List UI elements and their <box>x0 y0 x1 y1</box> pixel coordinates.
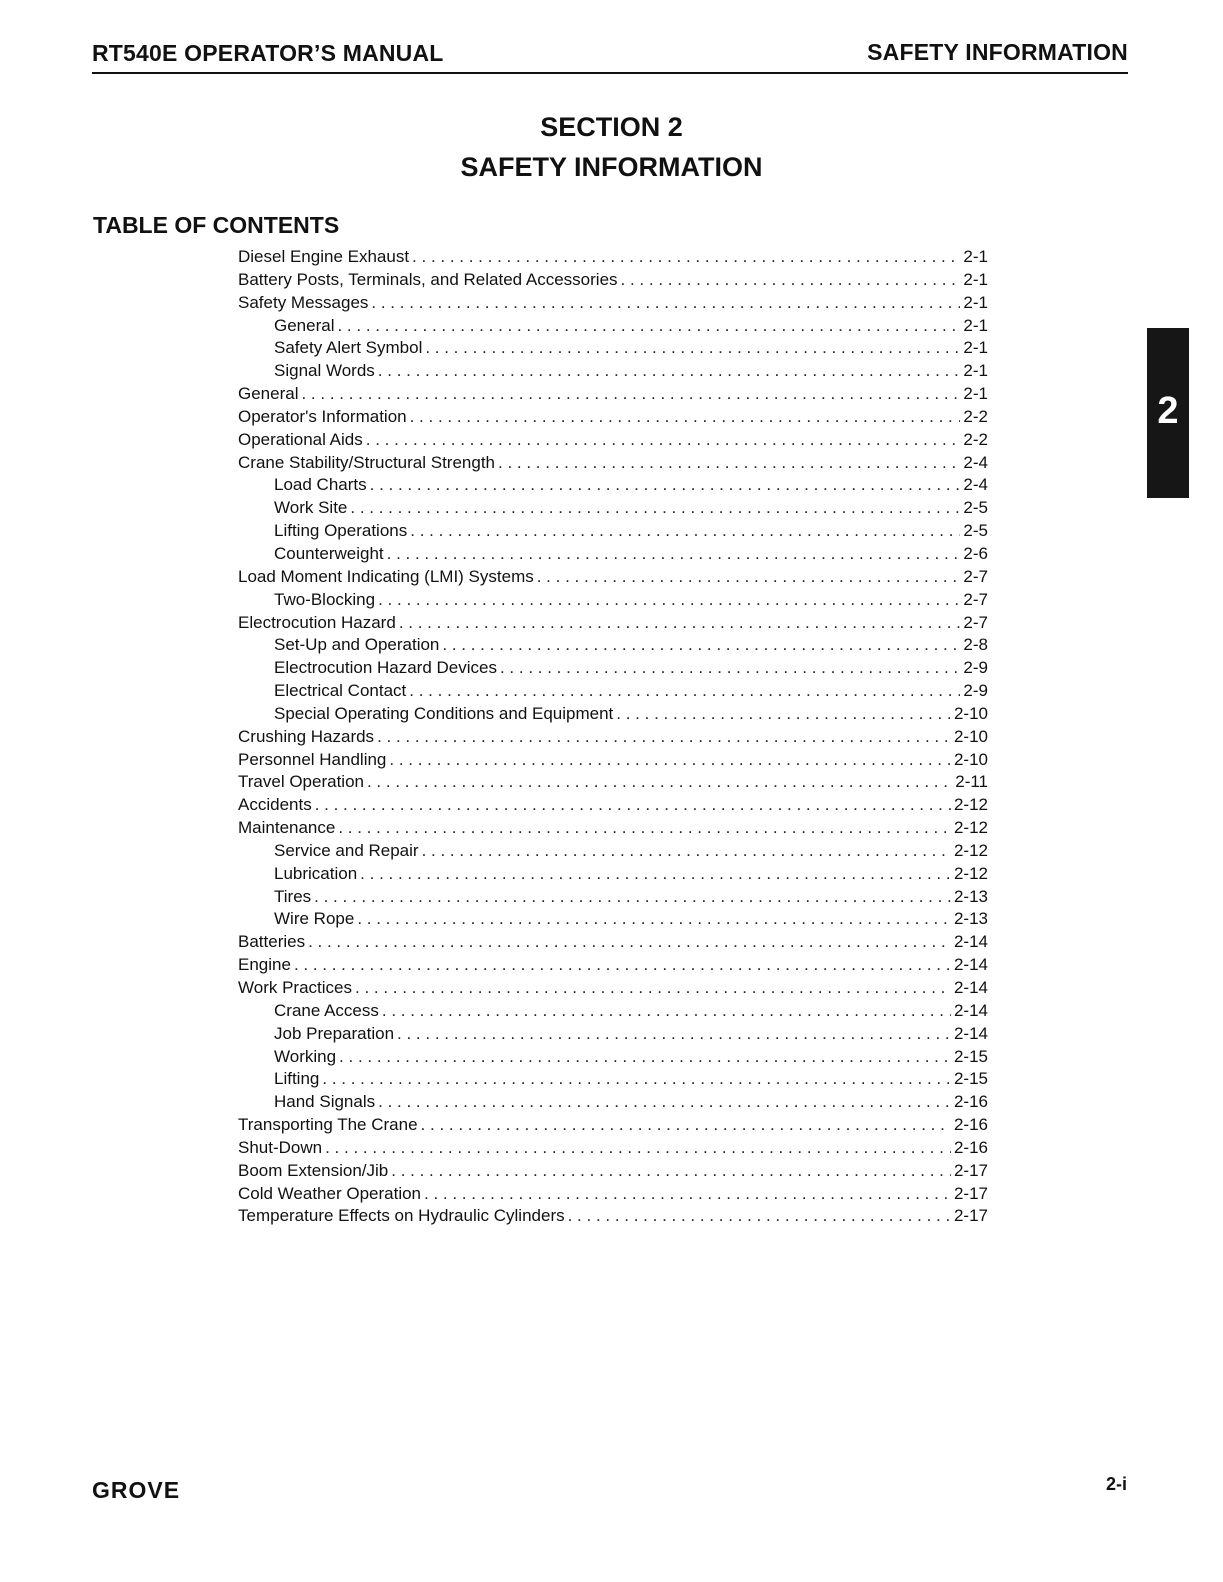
toc-dot-leader <box>442 634 960 657</box>
toc-dot-leader <box>378 360 961 383</box>
section-thumb-tab <box>1147 328 1189 498</box>
toc-entry[interactable] <box>238 908 988 931</box>
toc-dot-leader <box>378 1091 951 1114</box>
toc-entry[interactable] <box>238 360 988 383</box>
toc-entry-page: 2-17 <box>953 1160 988 1180</box>
toc-dot-leader <box>339 1046 951 1069</box>
toc-entry-label: Accidents <box>238 795 312 815</box>
toc-entry-label: Maintenance <box>238 818 336 838</box>
manual-title: RT540E OPERATOR’S MANUAL <box>92 40 444 66</box>
toc-entry-page: 2-1 <box>963 292 988 312</box>
toc-dot-leader <box>568 1205 951 1228</box>
toc-dot-leader <box>425 337 960 360</box>
toc-entry[interactable] <box>238 1046 988 1069</box>
toc-entry[interactable] <box>238 520 988 543</box>
toc-dot-leader <box>537 566 961 589</box>
toc-entry-label: Job Preparation <box>274 1023 395 1043</box>
toc-dot-leader <box>366 429 961 452</box>
toc-entry-page: 2-8 <box>963 635 988 655</box>
toc-dot-leader <box>294 954 951 977</box>
grove-logo: GROVE <box>92 1477 181 1503</box>
toc-entry-label: Load Moment Indicating (LMI) Systems <box>238 566 534 586</box>
toc-entry-label: Cold Weather Operation <box>238 1183 422 1203</box>
toc-entry-label: Two-Blocking <box>274 589 376 609</box>
toc-entry-page: 2-1 <box>963 315 988 335</box>
toc-entry-page: 2-5 <box>963 521 988 541</box>
toc-dot-leader <box>308 931 951 954</box>
toc-entry-label: Work Site <box>274 498 348 518</box>
toc-entry-page: 2-7 <box>963 589 988 609</box>
toc-entry-page: 2-10 <box>953 703 988 723</box>
toc-dot-leader <box>315 794 951 817</box>
toc-entry-page: 2-13 <box>953 886 988 906</box>
toc-dot-leader <box>382 1000 951 1023</box>
toc-entry[interactable] <box>238 771 988 794</box>
toc-entry-page: 2-7 <box>963 566 988 586</box>
toc-entry-page: 2-14 <box>953 1000 988 1020</box>
toc-entry-page: 2-2 <box>963 406 988 426</box>
toc-entry[interactable] <box>238 543 988 566</box>
toc-dot-leader <box>378 589 960 612</box>
toc-entry-page: 2-13 <box>953 909 988 929</box>
toc-entry[interactable] <box>238 954 988 977</box>
toc-dot-leader <box>370 474 961 497</box>
toc-entry-page: 2-15 <box>953 1069 988 1089</box>
toc-entry-label: Wire Rope <box>274 909 355 929</box>
toc-entry-label: Operational Aids <box>238 429 363 449</box>
section-number: SECTION 2 <box>540 112 683 142</box>
toc-entry-label: Engine <box>238 955 291 975</box>
section-thumb-tab-number: 2 <box>1157 390 1179 432</box>
toc-entry-page: 2-16 <box>953 1092 988 1112</box>
toc-entry[interactable] <box>238 703 988 726</box>
toc-entry-page: 2-6 <box>963 543 988 563</box>
toc-entry-label: Crane Stability/Structural Strength <box>238 452 496 472</box>
toc-entry[interactable] <box>238 589 988 612</box>
toc-entry-label: Service and Repair <box>274 840 419 860</box>
toc-entry-label: Diesel Engine Exhaust <box>238 247 410 266</box>
toc-entry-page: 2-16 <box>953 1115 988 1135</box>
toc-dot-leader <box>412 246 960 269</box>
toc-entry-label: Crushing Hazards <box>238 726 375 746</box>
toc-entry-page: 2-10 <box>953 726 988 746</box>
toc-entry[interactable] <box>238 269 988 292</box>
toc-entry-label: Temperature Effects on Hydraulic Cylinders <box>238 1206 565 1226</box>
toc-entry-label: Signal Words <box>274 361 375 381</box>
toc-dot-leader <box>355 977 951 1000</box>
toc-entry-label: Operator's Information <box>238 406 407 426</box>
toc-entry-label: Hand Signals <box>274 1092 376 1112</box>
toc-entry[interactable] <box>238 977 988 1000</box>
toc-entry-page: 2-1 <box>963 269 988 289</box>
toc-entry-page: 2-14 <box>953 1023 988 1043</box>
toc-entry-page: 2-4 <box>963 475 988 495</box>
toc-entry[interactable] <box>238 1160 988 1183</box>
toc-entry[interactable] <box>238 1205 988 1228</box>
toc-entry-label: Shut-Down <box>238 1137 323 1157</box>
toc-entry-page: 2-14 <box>953 932 988 952</box>
toc-entry-label: Boom Extension/Jib <box>238 1160 389 1180</box>
toc-entry-page: 2-1 <box>963 338 988 358</box>
toc-entry-label: Set-Up and Operation <box>274 635 440 655</box>
toc-entry[interactable] <box>238 1023 988 1046</box>
toc-entry-label: Personnel Handling <box>238 749 387 769</box>
toc-entry-page: 2-2 <box>963 429 988 449</box>
toc-dot-leader <box>314 886 951 909</box>
toc-entry-label: Special Operating Conditions and Equipment <box>274 703 614 723</box>
toc-entry[interactable] <box>238 612 988 635</box>
toc-entry-label: Lifting Operations <box>274 521 408 541</box>
toc-dot-leader <box>498 452 960 475</box>
toc-dot-leader <box>387 543 961 566</box>
toc-entry-page: 2-17 <box>953 1206 988 1226</box>
toc-entry[interactable] <box>238 1137 988 1160</box>
toc-entry[interactable] <box>238 1114 988 1137</box>
toc-entry-page: 2-9 <box>963 681 988 701</box>
toc-entry[interactable] <box>238 886 988 909</box>
toc-dot-leader <box>322 1068 951 1091</box>
toc-dot-leader <box>338 817 951 840</box>
toc-entry-page: 2-14 <box>953 978 988 997</box>
toc-entry[interactable] <box>238 634 988 657</box>
toc-dot-leader <box>377 726 951 749</box>
toc-dot-leader <box>410 406 961 429</box>
toc-dot-leader <box>621 269 961 292</box>
toc-entry-label: Lubrication <box>274 863 358 883</box>
toc-entry-page: 2-12 <box>953 795 988 815</box>
toc-dot-leader <box>371 292 960 315</box>
toc-entry-label: Electrocution Hazard Devices <box>274 658 497 678</box>
toc-entry-page: 2-14 <box>953 955 988 975</box>
toc-entry-label: Working <box>274 1046 337 1066</box>
toc-dot-leader <box>410 520 960 543</box>
toc-entry-label: Load Charts <box>274 475 367 495</box>
table-of-contents <box>238 246 988 1228</box>
toc-entry[interactable] <box>238 429 988 452</box>
toc-entry-label: Electrocution Hazard <box>238 612 396 632</box>
toc-entry-label: Crane Access <box>274 1000 379 1020</box>
toc-entry[interactable] <box>238 315 988 338</box>
toc-dot-leader <box>421 1114 951 1137</box>
toc-dot-leader <box>391 1160 951 1183</box>
toc-entry-page: 2-4 <box>963 452 988 472</box>
header-section-label: SAFETY INFORMATION <box>867 39 1128 65</box>
toc-entry[interactable] <box>238 657 988 680</box>
toc-entry[interactable] <box>238 337 988 360</box>
toc-entry-label: Work Practices <box>238 978 352 997</box>
toc-dot-leader <box>397 1023 951 1046</box>
toc-entry[interactable] <box>238 863 988 886</box>
toc-entry[interactable] <box>238 840 988 863</box>
toc-entry-page: 2-17 <box>953 1183 988 1203</box>
toc-entry-page: 2-1 <box>963 247 988 266</box>
toc-entry-label: Travel Operation <box>238 772 364 792</box>
toc-entry[interactable] <box>238 566 988 589</box>
toc-dot-leader <box>389 749 951 772</box>
toc-entry-page: 2-16 <box>953 1137 988 1157</box>
toc-dot-leader <box>424 1183 951 1206</box>
section-title: SAFETY INFORMATION <box>460 152 763 182</box>
toc-entry-page: 2-11 <box>955 772 988 792</box>
toc-entry[interactable] <box>238 1183 988 1206</box>
toc-entry[interactable] <box>238 406 988 429</box>
toc-entry-label: Transporting The Crane <box>238 1115 418 1135</box>
toc-entry[interactable] <box>238 246 988 269</box>
toc-dot-leader <box>399 612 961 635</box>
toc-entry[interactable] <box>238 794 988 817</box>
toc-entry-label: General <box>238 384 299 404</box>
toc-dot-leader <box>350 497 960 520</box>
toc-entry-label: Batteries <box>238 932 306 952</box>
page-number: 2-i <box>1105 1474 1127 1494</box>
toc-entry[interactable] <box>238 497 988 520</box>
toc-entry-label: Safety Messages <box>238 292 369 312</box>
toc-entry-page: 2-9 <box>963 658 988 678</box>
toc-entry[interactable] <box>238 383 988 406</box>
toc-entry[interactable] <box>238 726 988 749</box>
header-rule <box>92 72 1128 74</box>
toc-entry-page: 2-10 <box>953 749 988 769</box>
toc-entry-page: 2-1 <box>963 361 988 381</box>
toc-entry[interactable] <box>238 1068 988 1091</box>
toc-entry[interactable] <box>238 817 988 840</box>
toc-entry-page: 2-15 <box>953 1046 988 1066</box>
toc-entry[interactable] <box>238 931 988 954</box>
toc-dot-leader <box>301 383 960 406</box>
toc-entry-label: Tires <box>274 886 312 906</box>
toc-entry-page: 2-12 <box>953 863 988 883</box>
toc-entry-page: 2-12 <box>953 840 988 860</box>
toc-entry-page: 2-1 <box>963 384 988 404</box>
toc-entry[interactable] <box>238 1091 988 1114</box>
toc-entry[interactable] <box>238 680 988 703</box>
toc-entry[interactable] <box>238 749 988 772</box>
toc-entry-page: 2-7 <box>963 612 988 632</box>
toc-dot-leader <box>500 657 960 680</box>
toc-dot-leader <box>367 771 952 794</box>
toc-entry[interactable] <box>238 292 988 315</box>
toc-entry-label: Battery Posts, Terminals, and Related Accessories <box>238 269 618 289</box>
toc-entry-label: Counterweight <box>274 543 384 563</box>
toc-entry-label: Electrical Contact <box>274 681 407 701</box>
toc-entry-label: Lifting <box>274 1069 320 1089</box>
toc-dot-leader <box>422 840 951 863</box>
toc-entry-page: 2-5 <box>963 498 988 518</box>
toc-dot-leader <box>357 908 951 931</box>
toc-entry-label: General <box>274 315 335 335</box>
toc-dot-leader <box>337 315 960 338</box>
toc-dot-leader <box>325 1137 951 1160</box>
toc-entry[interactable] <box>238 1000 988 1023</box>
toc-entry-label: Safety Alert Symbol <box>274 338 423 358</box>
toc-entry-page: 2-12 <box>953 818 988 838</box>
toc-dot-leader <box>360 863 951 886</box>
toc-entry[interactable] <box>238 474 988 497</box>
toc-dot-leader <box>409 680 960 703</box>
toc-heading: TABLE OF CONTENTS <box>93 212 340 238</box>
toc-dot-leader <box>616 703 951 726</box>
toc-entry[interactable] <box>238 452 988 475</box>
